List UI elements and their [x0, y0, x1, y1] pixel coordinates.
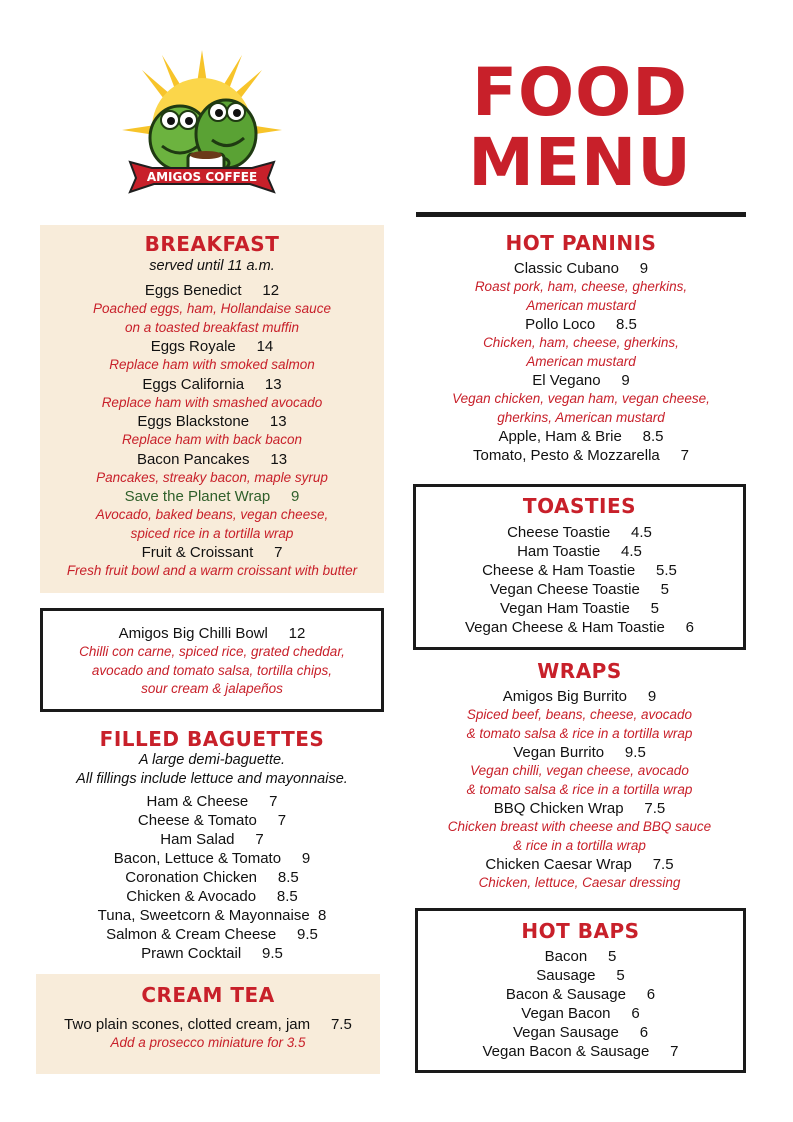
menu-item: Cheese & Tomato 7 — [137, 812, 287, 829]
menu-item: Save the Planet Wrap 9 — [124, 488, 300, 505]
menu-item: Cheese Toastie 4.5 — [507, 524, 652, 541]
svg-text:AMIGOS COFFEE: AMIGOS COFFEE — [146, 170, 258, 184]
menu-item: Vegan Bacon & Sausage 7 — [482, 1043, 679, 1060]
menu-item: Vegan Bacon 6 — [521, 1005, 640, 1022]
menu-item-description: Replace ham with smashed avocado — [101, 394, 323, 410]
menu-item: Vegan Cheese & Ham Toastie 6 — [464, 619, 695, 636]
amigos-coffee-logo — [122, 50, 282, 210]
menu-item: Classic Cubano 9 — [513, 260, 649, 277]
menu-item: Salmon & Cream Cheese 9.5 — [106, 926, 318, 943]
breakfast-items — [40, 281, 384, 581]
frogs-coffee-icon — [122, 50, 282, 210]
menu-item-description: Spiced beef, beans, cheese, avocado — [466, 707, 693, 722]
menu-item-description: sour cream & jalapeños — [141, 681, 283, 696]
hot-baps-heading: HOT BAPS — [521, 919, 640, 943]
menu-item-description: Chicken breast with cheese and BBQ sauce — [447, 819, 712, 834]
menu-item: Vegan Sausage 6 — [512, 1024, 649, 1041]
menu-item-description: avocado and tomato salsa, tortilla chips, — [91, 662, 333, 678]
menu-item-description: spiced rice in a tortilla wrap — [130, 525, 294, 541]
menu-item-description: Vegan chilli, vegan cheese, avocado — [470, 763, 689, 778]
menu-item: Ham Salad 7 — [160, 831, 264, 848]
cream-tea-heading: CREAM TEA — [141, 983, 275, 1007]
menu-item-description: on a toasted breakfast muffin — [124, 319, 300, 335]
cream-tea-desc: Add a prosecco miniature for 3.5 — [110, 1035, 306, 1050]
menu-item: Tuna, Sweetcorn & Mayonnaise 8 — [97, 907, 327, 924]
menu-item: Prawn Cocktail 9.5 — [141, 945, 283, 962]
menu-item: BBQ Chicken Wrap 7.5 — [493, 800, 666, 817]
menu-item-description: gherkins, American mustard — [497, 409, 665, 425]
menu-item-description: Poached eggs, ham, Hollandaise sauce — [93, 301, 331, 316]
baguettes-heading: FILLED BAGUETTES — [99, 727, 325, 751]
menu-item-description: Replace ham with back bacon — [121, 432, 303, 447]
menu-item: Amigos Big Chilli Bowl 12 — [118, 625, 306, 642]
hot-baps-items — [418, 947, 743, 1061]
menu-item: Cheese & Ham Toastie 5.5 — [482, 562, 677, 579]
menu-item: Bacon Pancakes 13 — [136, 450, 288, 468]
menu-item: Chicken Caesar Wrap 7.5 — [485, 856, 674, 873]
title-divider — [416, 212, 746, 217]
menu-item-description: Vegan chicken, vegan ham, vegan cheese, — [452, 391, 710, 406]
paninis-section — [416, 228, 746, 468]
menu-item-description: Avocado, baked beans, vegan cheese, — [95, 507, 329, 522]
menu-item: Apple, Ham & Brie 8.5 — [498, 428, 664, 445]
menu-item: Vegan Ham Toastie 5 — [500, 600, 659, 617]
menu-item: Fruit & Croissant 7 — [141, 544, 283, 561]
baguettes-note-1: A large demi-baguette. — [138, 752, 286, 768]
menu-item: Ham & Cheese 7 — [146, 793, 278, 810]
menu-item: Tomato, Pesto & Mozzarella 7 — [473, 447, 689, 464]
menu-item-description: Chicken, ham, cheese, gherkins, — [483, 335, 679, 350]
menu-item-description: Roast pork, ham, cheese, gherkins, — [474, 279, 688, 294]
menu-item-description: & tomato salsa & rice in a tortilla wrap — [466, 725, 693, 741]
wraps-heading: WRAPS — [537, 659, 622, 683]
menu-item: Eggs California 13 — [142, 375, 282, 393]
breakfast-section — [40, 225, 384, 593]
menu-item: Bacon 5 — [544, 948, 617, 965]
menu-item: Sausage 5 — [536, 967, 625, 984]
menu-item-description: & tomato salsa & rice in a tortilla wrap — [466, 781, 693, 797]
menu-item-description: Chicken, lettuce, Caesar dressing — [478, 875, 681, 890]
wraps-items — [413, 687, 746, 893]
title-menu: MENU — [468, 124, 692, 201]
chilli-bowl-box — [40, 608, 384, 712]
menu-item: Bacon, Lettuce & Tomato 9 — [113, 850, 311, 867]
menu-item-description: Pancakes, streaky bacon, maple syrup — [96, 469, 328, 485]
menu-item: Bacon & Sausage 6 — [505, 986, 656, 1003]
menu-item: Eggs Benedict 12 — [144, 282, 280, 299]
breakfast-heading: BREAKFAST — [144, 232, 280, 256]
menu-item: Vegan Burrito 9.5 — [513, 744, 646, 761]
menu-item: El Vegano 9 — [532, 372, 630, 389]
page-title — [430, 54, 730, 201]
menu-item-description: Fresh fruit bowl and a warm croissant with butter — [66, 563, 358, 578]
menu-item: Eggs Blackstone 13 — [137, 413, 287, 430]
menu-item-description: Chilli con carne, spiced rice, grated cheddar, — [79, 644, 345, 659]
title-food: FOOD — [471, 54, 689, 131]
cream-tea-item: Two plain scones, clotted cream, jam 7.5 — [64, 1016, 352, 1033]
menu-item: Eggs Royale 14 — [150, 338, 274, 355]
cream-tea-section — [36, 974, 380, 1074]
menu-item-description: & rice in a tortilla wrap — [513, 837, 646, 853]
menu-item-description: American mustard — [526, 353, 636, 369]
chilli-items — [43, 624, 381, 699]
menu-item: Chicken & Avocado 8.5 — [126, 888, 298, 905]
breakfast-note: served until 11 a.m. — [149, 258, 275, 274]
hot-baps-box — [415, 908, 746, 1073]
menu-item: Pollo Loco 8.5 — [525, 316, 637, 333]
menu-item: Coronation Chicken 8.5 — [125, 869, 299, 886]
toasties-box — [413, 484, 746, 650]
paninis-heading: HOT PANINIS — [505, 231, 657, 255]
menu-item: Ham Toastie 4.5 — [517, 543, 642, 560]
menu-item: Vegan Cheese Toastie 5 — [489, 581, 670, 598]
toasties-items — [416, 523, 743, 637]
toasties-heading: TOASTIES — [522, 494, 637, 518]
menu-item: Amigos Big Burrito 9 — [502, 688, 657, 705]
paninis-items — [416, 259, 746, 465]
baguettes-note-2: All fillings include lettuce and mayonnaise. — [76, 771, 348, 787]
menu-item-description: Replace ham with smoked salmon — [109, 357, 315, 372]
wraps-section — [413, 657, 746, 892]
menu-item-description: American mustard — [526, 297, 636, 313]
baguettes-section — [40, 725, 384, 965]
baguettes-items — [40, 792, 384, 963]
